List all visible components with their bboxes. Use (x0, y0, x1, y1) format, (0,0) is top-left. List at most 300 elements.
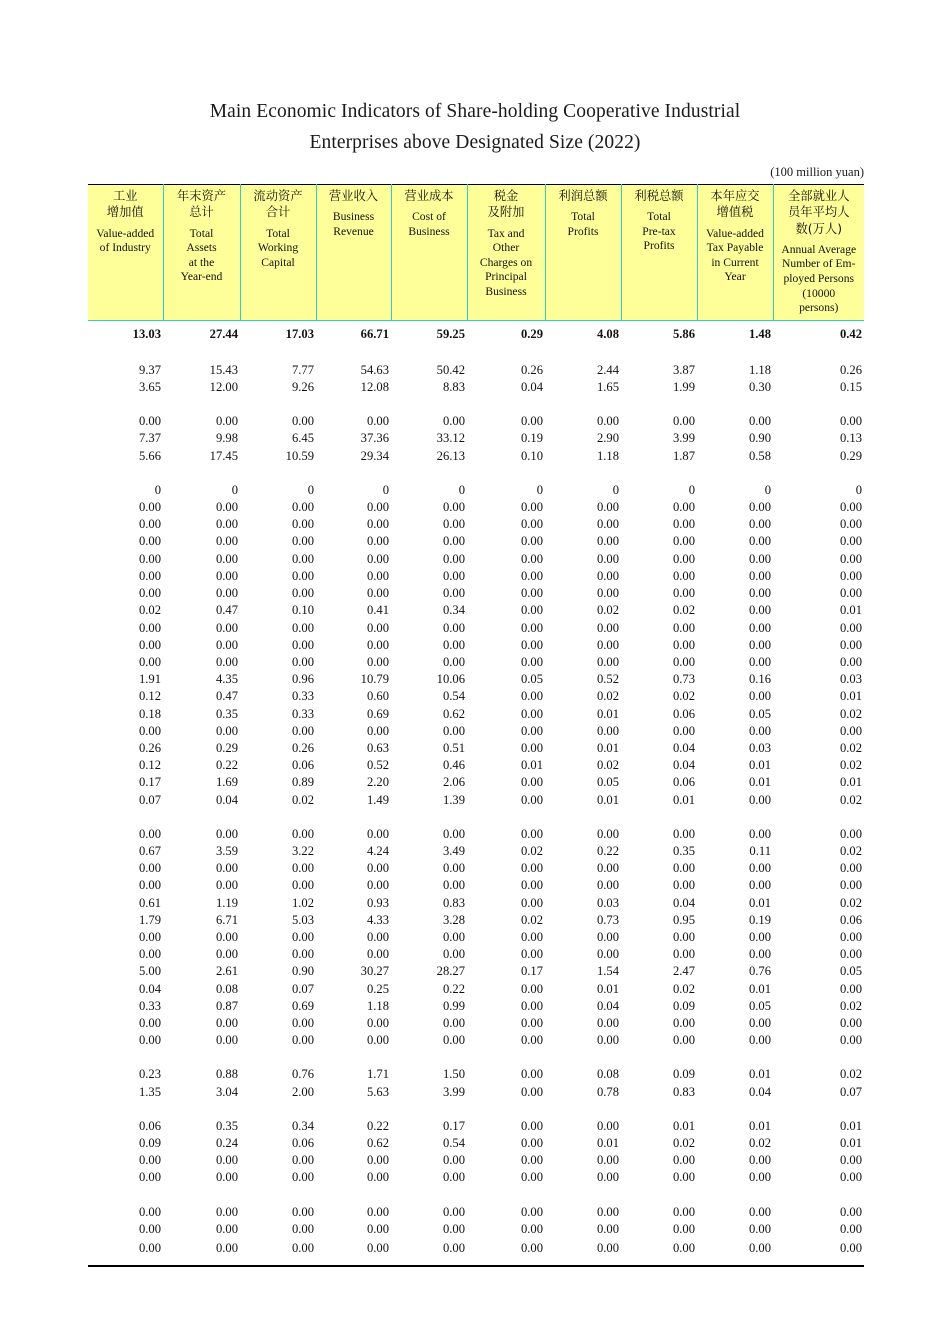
table-row (88, 1204, 864, 1221)
data-cell: 0.00 (596, 826, 619, 841)
table-row (88, 430, 864, 447)
data-cell: 0.06 (291, 758, 314, 773)
data-cell: 0.23 (138, 1067, 161, 1082)
spacer-cell (240, 396, 316, 413)
data-cell: 0.00 (291, 500, 314, 515)
data-cell: 0.02 (672, 1135, 695, 1150)
data-cell: 0.00 (520, 654, 543, 669)
data-cell: 0.34 (442, 603, 465, 618)
data-cell: 0 (458, 482, 465, 497)
data-cell: 0.00 (138, 947, 161, 962)
spacer-cell (240, 809, 316, 826)
data-cell: 0.00 (672, 929, 695, 944)
data-cell: 0.35 (672, 843, 695, 858)
data-cell: 0.00 (138, 1015, 161, 1030)
spacer-cell (163, 345, 240, 362)
data-cell: 0.00 (291, 551, 314, 566)
data-cell: 0.00 (748, 534, 771, 549)
data-cell: 0.01 (596, 981, 619, 996)
data-cell: 0.00 (291, 517, 314, 532)
data-cell: 0.00 (442, 826, 465, 841)
column-header-en: Value-added Tax Payable in Current Year (706, 226, 764, 284)
spacer-cell (163, 465, 240, 482)
data-cell: 0.18 (138, 706, 161, 721)
data-cell: 9.98 (215, 431, 238, 446)
data-cell: 0.19 (520, 431, 543, 446)
data-cell: 0.24 (215, 1135, 238, 1150)
data-cell: 0.03 (596, 895, 619, 910)
data-cell: 0.00 (839, 1221, 862, 1236)
spacer-cell (88, 809, 163, 826)
table-row (88, 671, 864, 688)
data-cell: 0 (154, 482, 161, 497)
data-cell: 0.01 (672, 1118, 695, 1133)
data-cell: 1.54 (596, 964, 619, 979)
data-cell: 0.00 (596, 1015, 619, 1030)
data-cell: 1.79 (138, 912, 161, 927)
column-header-en: Total Pre-tax Profits (642, 210, 676, 253)
indicators-table-container (88, 184, 864, 1267)
data-cell: 0.00 (672, 551, 695, 566)
data-cell: 0.62 (442, 706, 465, 721)
table-row (88, 1084, 864, 1101)
column-header-zh: 税金 及附加 (487, 189, 525, 220)
data-cell: 0.00 (748, 517, 771, 532)
data-cell: 0.00 (291, 637, 314, 652)
data-cell: 0.00 (442, 723, 465, 738)
data-cell: 8.83 (442, 380, 465, 395)
data-cell: 0.00 (839, 723, 862, 738)
data-cell: 0.01 (596, 792, 619, 807)
data-cell: 0.06 (672, 775, 695, 790)
data-cell: 0.01 (520, 758, 543, 773)
spacer-cell (316, 345, 391, 362)
data-cell: 0.00 (672, 1170, 695, 1185)
column-header-zh: 流动资产 合计 (253, 189, 303, 220)
data-cell: 0.00 (291, 1221, 314, 1236)
data-cell: 0.00 (467, 1238, 545, 1266)
spacer-cell (621, 396, 697, 413)
spacer-cell (697, 396, 773, 413)
data-cell: 0.63 (366, 740, 389, 755)
column-header-7 (545, 185, 621, 321)
data-cell: 0.99 (442, 998, 465, 1013)
data-cell: 0.62 (366, 1135, 389, 1150)
data-cell: 0.00 (596, 620, 619, 635)
spacer-cell (773, 1049, 864, 1066)
data-cell: 0.83 (442, 895, 465, 910)
spacer-cell (163, 1187, 240, 1204)
data-cell: 0.00 (672, 1221, 695, 1236)
data-cell: 0.33 (291, 706, 314, 721)
data-cell: 0.69 (366, 706, 389, 721)
table-spacer-row (88, 809, 864, 826)
data-cell: 0.00 (442, 1153, 465, 1168)
data-cell: 0.00 (748, 689, 771, 704)
spacer-cell (545, 1101, 621, 1118)
data-cell: 0.00 (748, 551, 771, 566)
data-cell: 0.02 (520, 912, 543, 927)
table-spacer-row (88, 396, 864, 413)
data-cell: 0.61 (138, 895, 161, 910)
column-header-en: Annual Average Number of Em- ployed Persons (10000 persons) (781, 242, 857, 315)
data-cell: 0.00 (748, 654, 771, 669)
data-cell: 0.01 (748, 758, 771, 773)
table-row (88, 843, 864, 860)
spacer-cell (163, 396, 240, 413)
data-cell: 0.00 (839, 929, 862, 944)
data-cell: 0.04 (748, 1084, 771, 1099)
spacer-cell (773, 396, 864, 413)
data-cell: 0.00 (748, 878, 771, 893)
data-cell: 0.52 (596, 672, 619, 687)
data-cell: 0.47 (215, 689, 238, 704)
data-cell: 0.00 (138, 414, 161, 429)
data-cell: 59.25 (436, 326, 465, 341)
data-cell: 0.00 (839, 534, 862, 549)
data-cell: 0.00 (138, 534, 161, 549)
table-row (88, 1015, 864, 1032)
data-cell: 0.00 (748, 1170, 771, 1185)
spacer-cell (88, 1049, 163, 1066)
data-cell: 0.26 (520, 362, 543, 377)
column-header-6 (467, 185, 545, 321)
data-cell: 7.77 (291, 362, 314, 377)
data-cell: 0.00 (697, 1238, 773, 1266)
data-cell: 0.00 (520, 861, 543, 876)
data-cell: 0.00 (291, 568, 314, 583)
data-cell: 0.47 (215, 603, 238, 618)
data-cell: 0.00 (839, 551, 862, 566)
table-row (88, 1066, 864, 1083)
data-cell: 0.00 (366, 568, 389, 583)
data-cell: 0.69 (291, 998, 314, 1013)
data-cell: 0.01 (596, 1135, 619, 1150)
data-cell: 0.07 (138, 792, 161, 807)
data-cell: 0.00 (291, 534, 314, 549)
data-cell: 0 (855, 482, 862, 497)
spacer-cell (163, 809, 240, 826)
table-row (88, 706, 864, 723)
data-cell: 3.22 (291, 843, 314, 858)
data-cell: 0.00 (366, 1221, 389, 1236)
data-cell: 0.00 (596, 551, 619, 566)
data-cell: 0.00 (520, 1221, 543, 1236)
data-cell: 0.00 (442, 551, 465, 566)
data-cell: 0.60 (366, 689, 389, 704)
data-cell: 0.00 (520, 775, 543, 790)
data-cell: 0.00 (316, 1238, 391, 1266)
data-cell: 0.00 (366, 826, 389, 841)
table-row (88, 362, 864, 379)
data-cell: 0.00 (748, 500, 771, 515)
data-cell: 0.00 (215, 517, 238, 532)
data-cell: 0.00 (520, 1153, 543, 1168)
data-cell: 0.00 (839, 981, 862, 996)
data-cell: 0.00 (839, 654, 862, 669)
data-cell: 0.00 (672, 414, 695, 429)
data-cell: 0.00 (520, 637, 543, 652)
data-cell: 0.00 (366, 1033, 389, 1048)
data-cell: 6.45 (291, 431, 314, 446)
data-cell: 0.00 (442, 586, 465, 601)
data-cell: 0.00 (839, 1015, 862, 1030)
data-cell: 0.00 (138, 500, 161, 515)
data-cell: 0.00 (291, 654, 314, 669)
data-cell: 0 (307, 482, 314, 497)
data-cell: 37.36 (360, 431, 389, 446)
table-row (88, 516, 864, 533)
data-cell: 0.26 (138, 740, 161, 755)
data-cell: 0.00 (291, 1033, 314, 1048)
data-cell: 0 (231, 482, 238, 497)
data-cell: 1.18 (366, 998, 389, 1013)
data-cell: 0.01 (839, 603, 862, 618)
data-cell: 0 (764, 482, 771, 497)
data-cell: 0.00 (520, 1033, 543, 1048)
data-cell: 0.00 (839, 1170, 862, 1185)
data-cell: 0.00 (596, 1153, 619, 1168)
data-cell: 0.00 (748, 1015, 771, 1030)
data-cell: 5.86 (672, 326, 695, 341)
data-cell: 0.00 (520, 586, 543, 601)
data-cell: 0.00 (138, 568, 161, 583)
data-cell: 0.00 (138, 551, 161, 566)
data-cell: 0.25 (366, 981, 389, 996)
data-cell: 0.10 (520, 448, 543, 463)
data-cell: 3.99 (442, 1084, 465, 1099)
data-cell: 0.00 (442, 534, 465, 549)
data-cell: 0.00 (596, 500, 619, 515)
data-cell: 1.69 (215, 775, 238, 790)
data-cell: 0.00 (839, 517, 862, 532)
spacer-cell (467, 1049, 545, 1066)
data-cell: 0.00 (621, 1238, 697, 1266)
data-cell: 3.49 (442, 843, 465, 858)
table-row (88, 413, 864, 430)
table-row (88, 654, 864, 671)
data-cell: 0.00 (291, 1170, 314, 1185)
data-cell: 0 (612, 482, 619, 497)
table-row (88, 448, 864, 465)
data-cell: 0.00 (215, 861, 238, 876)
spacer-cell (773, 809, 864, 826)
data-cell: 0.00 (672, 1015, 695, 1030)
data-cell: 0.01 (748, 981, 771, 996)
spacer-cell (697, 1049, 773, 1066)
data-cell: 0.00 (215, 1153, 238, 1168)
data-cell: 0.00 (366, 517, 389, 532)
data-cell: 0.08 (215, 981, 238, 996)
data-cell: 4.24 (366, 843, 389, 858)
data-cell: 0.00 (215, 878, 238, 893)
data-cell: 0.00 (138, 586, 161, 601)
data-cell: 0.00 (442, 1221, 465, 1236)
table-row (88, 568, 864, 585)
spacer-cell (467, 809, 545, 826)
data-cell: 0.17 (520, 964, 543, 979)
data-cell: 0.00 (596, 929, 619, 944)
column-header-2 (163, 185, 240, 321)
data-cell: 0.00 (366, 1204, 389, 1219)
table-header-row (88, 185, 864, 321)
data-cell: 0.00 (748, 861, 771, 876)
data-cell: 0.04 (215, 792, 238, 807)
page-title (88, 96, 862, 158)
data-cell: 0.96 (291, 672, 314, 687)
data-cell: 0.00 (672, 654, 695, 669)
data-cell: 0.00 (839, 414, 862, 429)
data-cell: 0.00 (291, 861, 314, 876)
data-cell: 0.00 (520, 1135, 543, 1150)
data-cell: 0.30 (748, 380, 771, 395)
indicators-table (88, 184, 864, 1267)
data-cell: 0.05 (596, 775, 619, 790)
data-cell: 0.00 (366, 534, 389, 549)
column-header-3 (240, 185, 316, 321)
data-cell: 1.71 (366, 1067, 389, 1082)
data-cell: 2.61 (215, 964, 238, 979)
data-cell: 0.00 (839, 878, 862, 893)
spacer-cell (621, 1101, 697, 1118)
table-row (88, 723, 864, 740)
data-cell: 0.19 (748, 912, 771, 927)
data-cell: 0.00 (366, 620, 389, 635)
spacer-cell (545, 465, 621, 482)
spacer-cell (545, 809, 621, 826)
data-cell: 0.00 (596, 534, 619, 549)
data-cell: 0.00 (215, 1170, 238, 1185)
data-cell: 0.95 (672, 912, 695, 927)
spacer-cell (697, 345, 773, 362)
data-cell: 0.00 (391, 1238, 467, 1266)
data-cell: 0.00 (138, 826, 161, 841)
spacer-cell (316, 1049, 391, 1066)
data-cell: 0.00 (366, 500, 389, 515)
data-cell: 5.66 (138, 448, 161, 463)
data-cell: 0.00 (366, 723, 389, 738)
data-cell: 5.03 (291, 912, 314, 927)
spacer-cell (88, 1187, 163, 1204)
data-cell: 0.00 (748, 620, 771, 635)
data-cell: 0.05 (748, 706, 771, 721)
data-cell: 1.02 (291, 895, 314, 910)
data-cell: 0.13 (839, 431, 862, 446)
data-cell: 0.04 (672, 895, 695, 910)
data-cell: 0.00 (215, 620, 238, 635)
data-cell: 0.02 (839, 895, 862, 910)
spacer-cell (391, 345, 467, 362)
data-cell: 0.02 (839, 792, 862, 807)
data-cell: 0.00 (520, 878, 543, 893)
data-cell: 0.00 (748, 637, 771, 652)
data-cell: 0.02 (138, 603, 161, 618)
spacer-cell (88, 396, 163, 413)
data-cell: 0.00 (138, 637, 161, 652)
spacer-cell (773, 1101, 864, 1118)
data-cell: 0.00 (442, 1170, 465, 1185)
data-cell: 0.90 (748, 431, 771, 446)
spacer-cell (545, 345, 621, 362)
data-cell: 0.00 (520, 981, 543, 996)
data-cell: 0.00 (215, 947, 238, 962)
data-cell: 1.50 (442, 1067, 465, 1082)
data-cell: 0.26 (291, 740, 314, 755)
data-cell: 0.00 (366, 551, 389, 566)
data-cell: 0.05 (748, 998, 771, 1013)
column-header-zh: 本年应交 增值税 (710, 189, 760, 220)
table-header (88, 185, 864, 321)
data-cell: 0.01 (839, 775, 862, 790)
table-row (88, 792, 864, 809)
column-header-8 (621, 185, 697, 321)
data-cell: 0.29 (839, 448, 862, 463)
data-cell: 0.00 (672, 826, 695, 841)
data-cell: 0.07 (291, 981, 314, 996)
data-cell: 0.00 (672, 568, 695, 583)
data-cell: 26.13 (436, 448, 465, 463)
table-row (88, 946, 864, 963)
data-cell: 0.00 (839, 1033, 862, 1048)
data-cell: 0.12 (138, 689, 161, 704)
data-cell: 0.00 (839, 947, 862, 962)
data-cell: 0.00 (442, 1204, 465, 1219)
data-cell: 0.00 (442, 878, 465, 893)
data-cell: 1.48 (748, 326, 771, 341)
data-cell: 0.00 (839, 1204, 862, 1219)
data-cell: 0.00 (596, 1033, 619, 1048)
table-row (88, 1169, 864, 1186)
table-row (88, 1152, 864, 1169)
spacer-cell (697, 465, 773, 482)
data-cell: 0.00 (520, 740, 543, 755)
spacer-cell (545, 1187, 621, 1204)
data-cell: 0.00 (520, 947, 543, 962)
spacer-cell (88, 345, 163, 362)
data-cell: 0.00 (672, 534, 695, 549)
data-cell: 0.09 (138, 1135, 161, 1150)
table-row (88, 320, 864, 345)
data-cell: 0.00 (520, 517, 543, 532)
data-cell: 0.00 (138, 1170, 161, 1185)
data-cell: 0.00 (748, 929, 771, 944)
table-body (88, 320, 864, 1266)
data-cell: 0.03 (839, 672, 862, 687)
data-cell: 0.00 (596, 723, 619, 738)
data-cell: 0.00 (773, 1238, 864, 1266)
data-cell: 3.99 (672, 431, 695, 446)
spacer-cell (163, 1049, 240, 1066)
spacer-cell (467, 465, 545, 482)
data-cell: 0.00 (215, 586, 238, 601)
column-header-9 (697, 185, 773, 321)
data-cell: 66.71 (360, 326, 389, 341)
data-cell: 0.00 (291, 414, 314, 429)
data-cell: 0.02 (596, 603, 619, 618)
data-cell: 2.44 (596, 362, 619, 377)
data-cell: 1.18 (748, 362, 771, 377)
data-cell: 0.73 (672, 672, 695, 687)
data-cell: 0.01 (748, 1118, 771, 1133)
data-cell: 0.02 (596, 689, 619, 704)
data-cell: 0.00 (442, 654, 465, 669)
page-title-line-2: Enterprises above Designated Size (2022) (309, 132, 641, 153)
spacer-cell (697, 1187, 773, 1204)
table-row (88, 981, 864, 998)
spacer-cell (621, 809, 697, 826)
table-row (88, 998, 864, 1015)
data-cell: 0.00 (366, 1153, 389, 1168)
